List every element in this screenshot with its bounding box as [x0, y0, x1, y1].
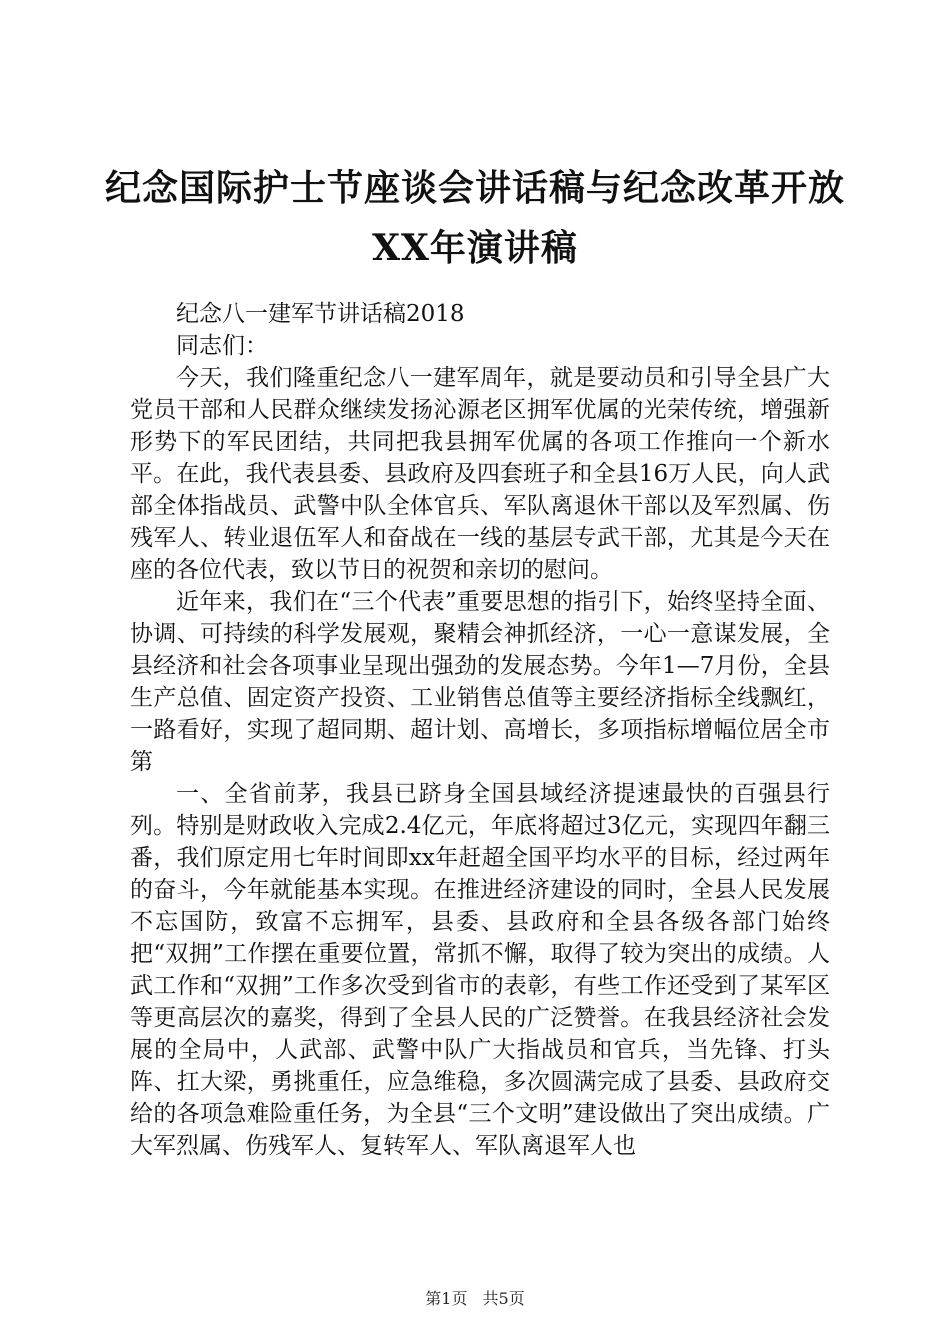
page-total: 共5页: [482, 1289, 525, 1308]
page-number: 第1页: [425, 1289, 468, 1308]
body-paragraph: 近年来，我们在“三个代表”重要思想的指引下，始终坚持全面、协调、可持续的科学发展观，聚精会神抓经济，一心一意谋发展，全县经济和社会各项事业呈现出强劲的发展态势。今年1—7月份，全县生产总值、固定资产投资、工业销售总值等主要经济指标全线飘红，一路看好，实现了超同期、超计划、高增长，多项指标增幅位居全市第: [130, 589, 830, 775]
page-footer: [0, 1286, 950, 1309]
document-title: [100, 158, 850, 278]
document-body: [130, 298, 830, 1162]
title-line-2: XX年演讲稿: [372, 227, 578, 269]
body-paragraph: 今天，我们隆重纪念八一建军周年，就是要动员和引导全县广大党员干部和人民群众继续发扬沁源老区拥军优属的光荣传统，增强新形势下的军民团结，共同把我县拥军优属的各项工作推向一个新水平。在此，我代表县委、县政府及四套班子和全县16万人民，向人武部全体指战员、武警中队全体官兵、军队离退休干部以及军烈属、伤残军人、转业退伍军人和奋战在一线的基层专武干部，尤其是今天在座的各位代表，致以节日的祝贺和亲切的慰问。: [130, 365, 830, 583]
salutation-paragraph: 同志们：: [176, 333, 268, 359]
title-line-1: 纪念国际护士节座谈会讲话稿与纪念改革开放: [104, 167, 845, 209]
subtitle-paragraph: 纪念八一建军节讲话稿2018: [176, 301, 465, 327]
body-paragraph: 一、全省前茅，我县已跻身全国县域经济提速最快的百强县行列。特别是财政收入完成2.4亿元，年底将超过3亿元，实现四年翻三番，我们原定用七年时间即xx年赶超全国平均水平的目标，经过两年的奋斗，今年就能基本实现。在推进经济建设的同时，全县人民发展不忘国防，致富不忘拥军，县委、县政府和全县各级各部门始终把“双拥”工作摆在重要位置，常抓不懈，取得了较为突出的成绩。人武工作和“双拥”工作多次受到省市的表彰，有些工作还受到了某军区等更高层次的嘉奖，得到了全县人民的广泛赞誉。在我县经济社会发展的全局中，人武部、武警中队广大指战员和官兵，当先锋、打头阵、扛大梁，勇挑重任，应急维稳，多次圆满完成了县委、县政府交给的各项急难险重任务，为全县“三个文明”建设做出了突出成绩。广大军烈属、伤残军人、复转军人、军队离退军人也: [130, 781, 830, 1159]
